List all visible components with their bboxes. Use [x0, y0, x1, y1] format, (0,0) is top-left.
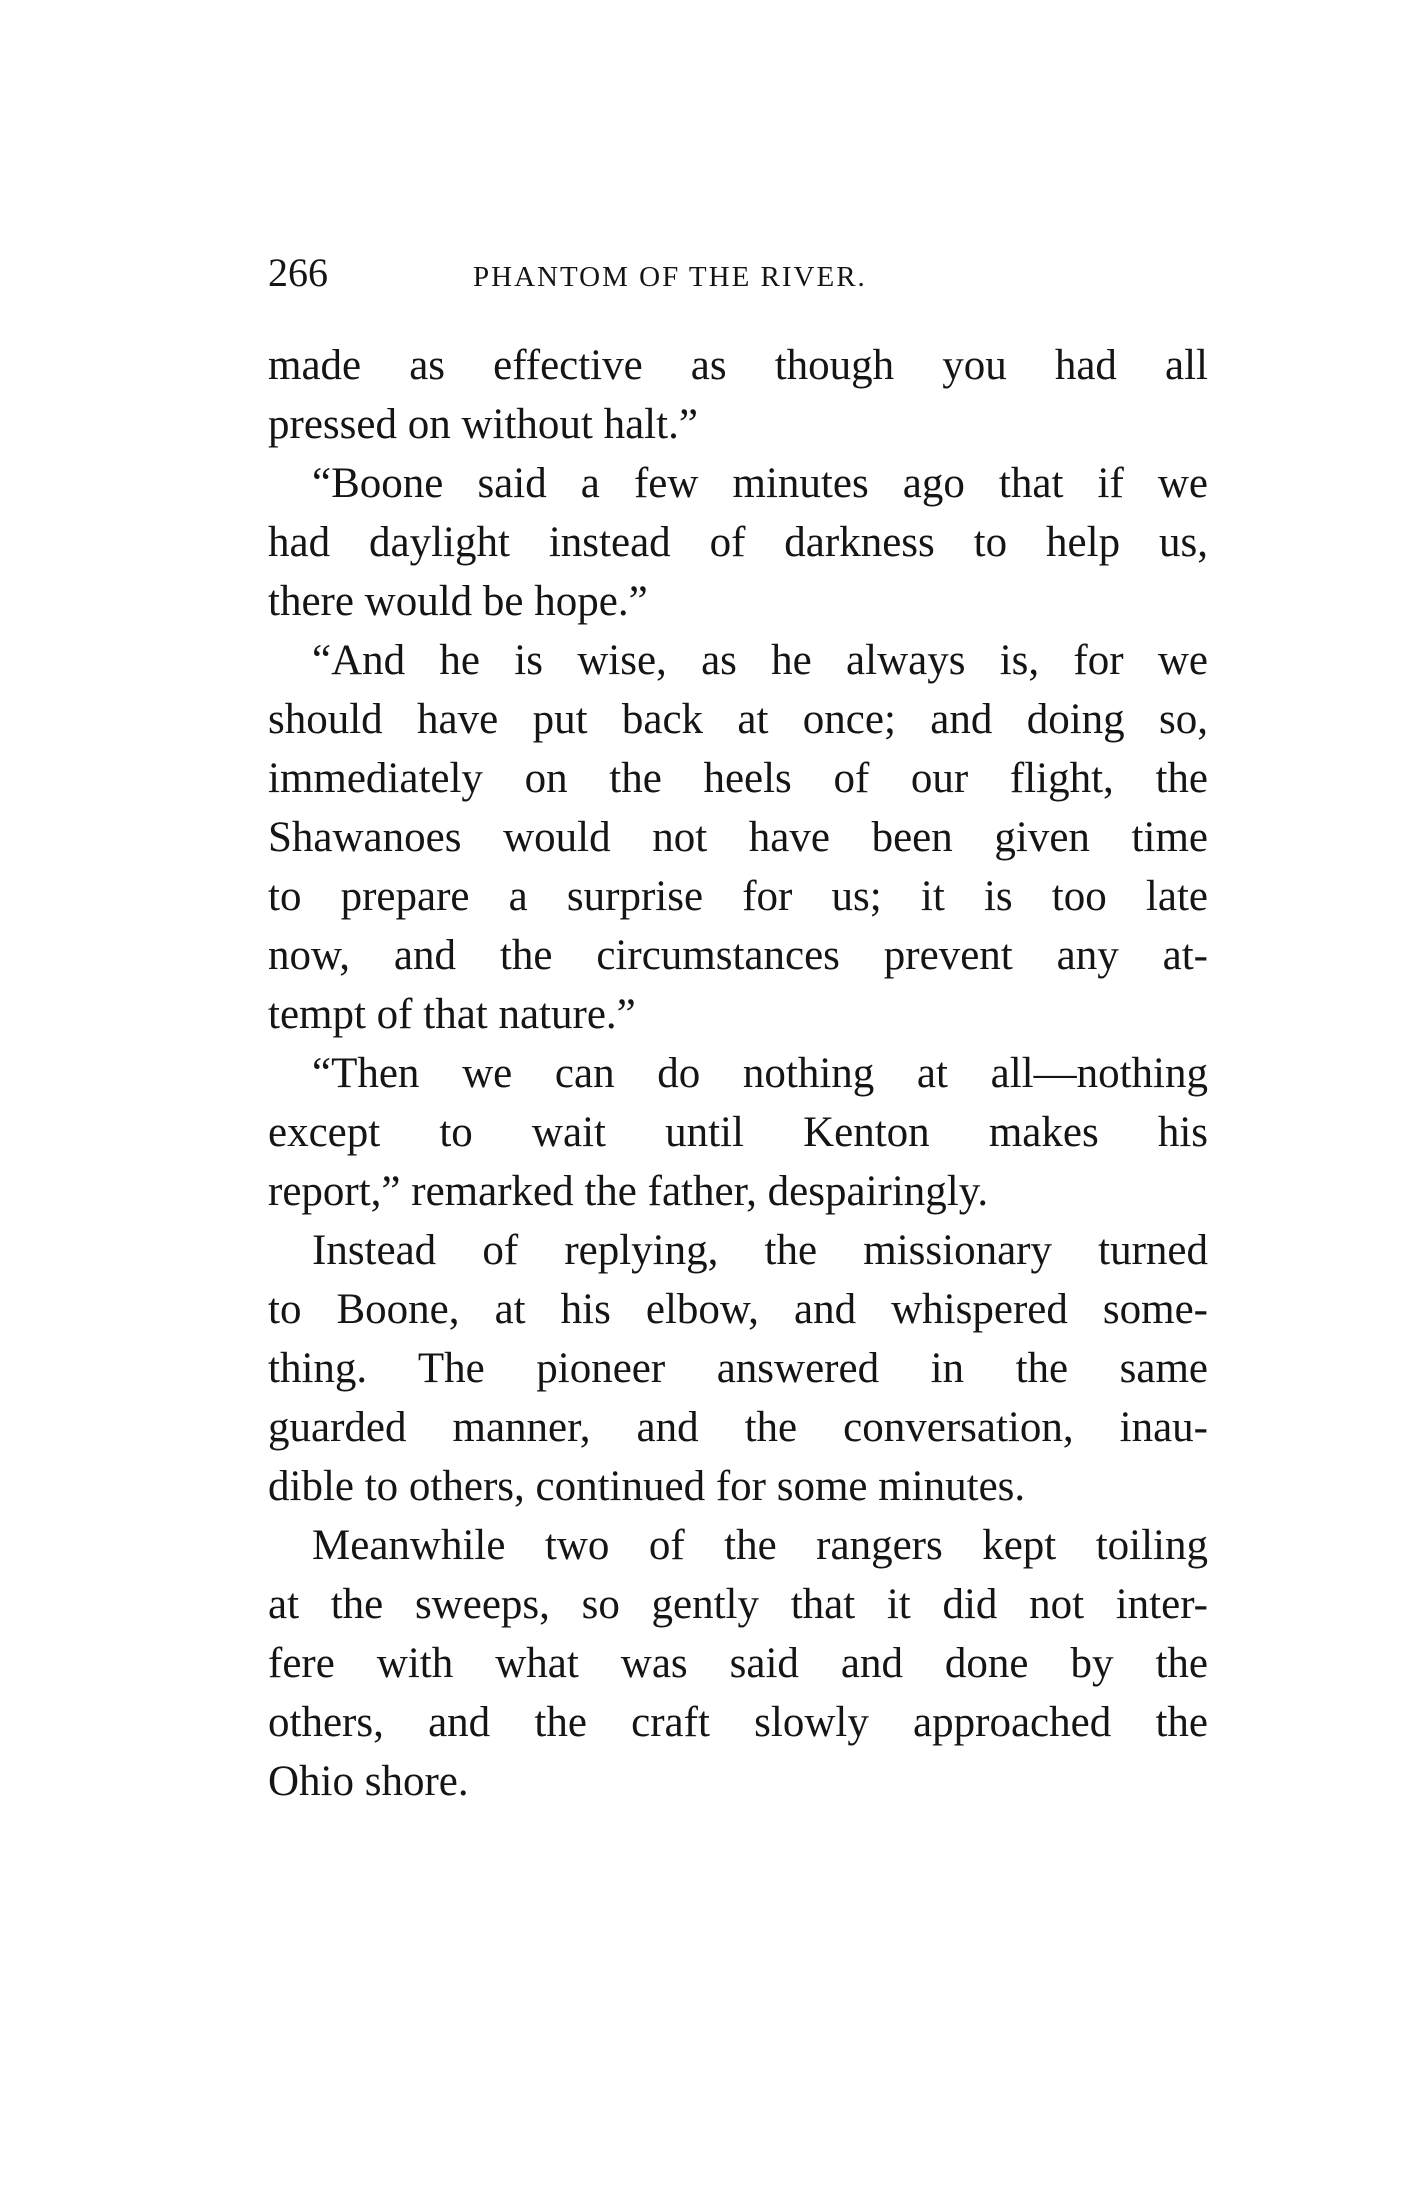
- text-line: thing. The pioneer answered in the same: [268, 1345, 1208, 1392]
- text-line: fere with what was said and done by the: [268, 1640, 1208, 1687]
- text-line: now, and the circumstances prevent any at-: [268, 932, 1208, 979]
- text-line: Instead of replying, the missionary turned: [312, 1227, 1208, 1274]
- text-line: report,” remarked the father, despairingly.: [268, 1168, 989, 1215]
- text-line: there would be hope.”: [268, 578, 648, 625]
- text-line: dible to others, continued for some minutes.: [268, 1463, 1026, 1510]
- text-line: guarded manner, and the conversation, inau-: [268, 1404, 1208, 1451]
- text-line: Shawanoes would not have been given time: [268, 814, 1208, 861]
- text-line: others, and the craft slowly approached the: [268, 1699, 1208, 1746]
- text-line: pressed on without halt.”: [268, 401, 698, 448]
- running-head: PHANTOM OF THE RIVER.: [473, 261, 867, 293]
- text-line: “Then we can do nothing at all—nothing: [312, 1050, 1208, 1097]
- text-line: “Boone said a few minutes ago that if we: [312, 460, 1208, 507]
- text-line: immediately on the heels of our flight, the: [268, 755, 1208, 802]
- page-header: [268, 248, 1208, 298]
- text-line: had daylight instead of darkness to help us,: [268, 519, 1208, 566]
- text-line: should have put back at once; and doing so,: [268, 696, 1208, 743]
- text-line: to prepare a surprise for us; it is too late: [268, 873, 1208, 920]
- text-line: Meanwhile two of the rangers kept toiling: [312, 1522, 1208, 1569]
- page-number: 266: [268, 250, 328, 295]
- text-line: at the sweeps, so gently that it did not inter-: [268, 1581, 1208, 1628]
- body-text: [268, 336, 1208, 1811]
- text-line: Ohio shore.: [268, 1758, 469, 1805]
- text-line: except to wait until Kenton makes his: [268, 1109, 1208, 1156]
- text-line: to Boone, at his elbow, and whispered some-: [268, 1286, 1208, 1333]
- text-line: tempt of that nature.”: [268, 991, 636, 1038]
- text-line: made as effective as though you had all: [268, 342, 1208, 389]
- text-line: “And he is wise, as he always is, for we: [312, 637, 1208, 684]
